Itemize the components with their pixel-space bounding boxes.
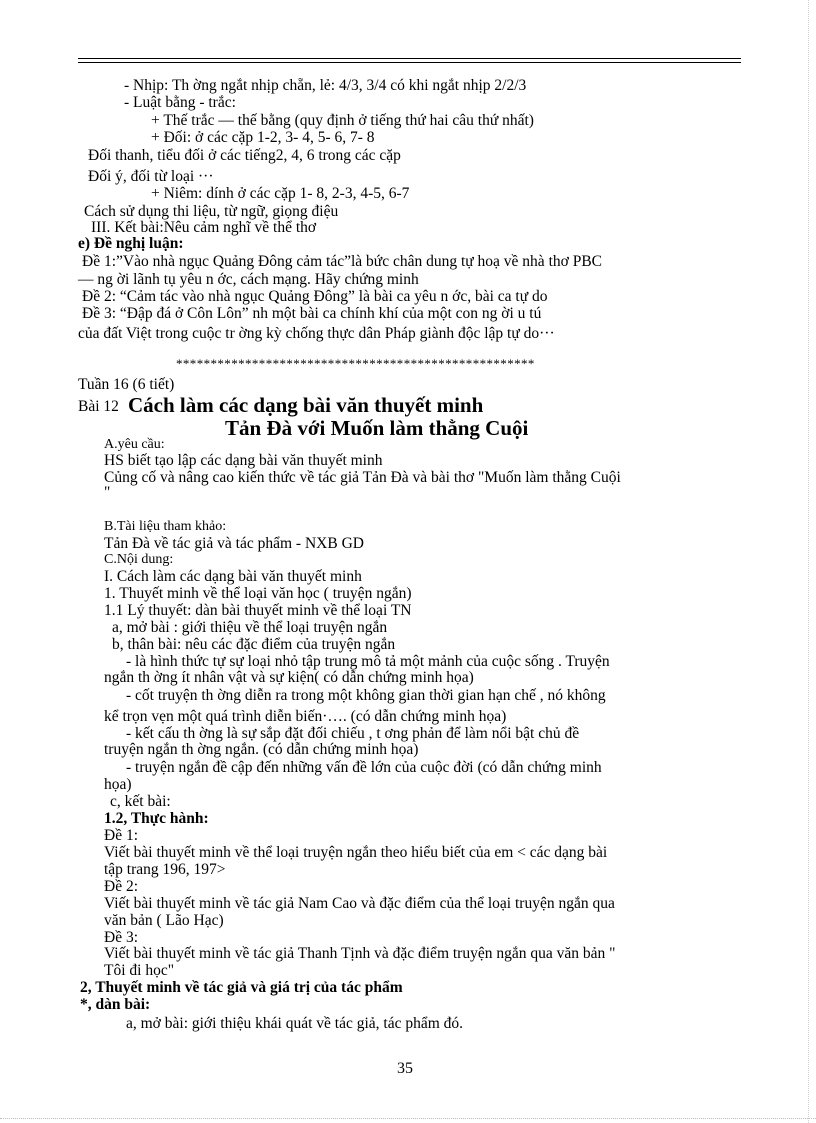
text-line: truyện ngắn th ờng ngắn. (có dẫn chứng minh họa) xyxy=(104,741,419,758)
text-line: văn bản ( Lão Hạc) xyxy=(104,912,224,929)
text-line: B.Tài liệu tham khảo: xyxy=(104,519,227,534)
page-edge-bottom xyxy=(0,1118,816,1119)
text-line: Tản Đà về tác giả và tác phẩm - NXB GD xyxy=(104,535,364,552)
text-line: Đề 3: xyxy=(104,929,139,946)
text-line: - truyện ngắn đề cập đến những vấn đề lớn của cuộc đời (có dẫn chứng minh xyxy=(126,759,602,776)
text-line: của đất Việt trong cuộc tr ờng kỳ chống thực dân Pháp giành độc lập tự do··· xyxy=(78,325,555,342)
lesson-prefix: Bài 12 xyxy=(78,398,119,415)
text-line: Đề 2: “Cảm tác vào nhà ngục Quảng Đông” là bài ca yêu n ớc, bài ca tự do xyxy=(82,288,548,305)
text-line: I. Cách làm các dạng bài văn thuyết minh xyxy=(104,568,362,585)
section-heading: e) Đề nghị luận: xyxy=(78,235,184,252)
text-line: Viết bài thuyết minh về thể loại truyện ngắn theo hiểu biết của em < các dạng bài xyxy=(104,844,608,861)
header-rule-bottom xyxy=(78,62,741,63)
text-line: - Luật bằng - trắc: xyxy=(124,94,236,111)
section-heading: 1.2, Thực hành: xyxy=(104,810,209,827)
header-rule-top xyxy=(78,58,741,59)
text-line: Đề 2: xyxy=(104,878,139,895)
page-edge-right xyxy=(808,0,809,1123)
section-heading: *, dàn bài: xyxy=(80,996,151,1013)
text-line: Đối thanh, tiểu đối ở các tiếng2, 4, 6 trong các cặp xyxy=(88,147,401,164)
text-line: - là hình thức tự sự loại nhỏ tập trung mô tả một mảnh của cuộc sống . Truyện xyxy=(126,653,610,670)
text-line: Đối ý, đối từ loại ··· xyxy=(88,168,214,185)
text-line: Đề 1:”Vào nhà ngục Quảng Đông cảm tác”là bức chân dung tự hoạ về nhà thơ PBC xyxy=(82,253,602,270)
text-line: Viết bài thuyết minh về tác giả Thanh Tịnh và đặc điểm truyện ngắn qua văn bản " xyxy=(104,945,616,962)
text-line: + Niêm: dính ở các cặp 1- 8, 2-3, 4-5, 6-7 xyxy=(151,185,410,202)
week-label: Tuần 16 (6 tiết) xyxy=(78,376,175,393)
text-line: - cốt truyện th ờng diễn ra trong một không gian thời gian hạn chế , nó không xyxy=(126,687,606,704)
text-line: Đề 1: xyxy=(104,827,139,844)
text-line: họa) xyxy=(104,776,132,793)
page-number: 35 xyxy=(397,1060,413,1077)
text-line: tập trang 196, 197> xyxy=(104,861,226,878)
text-line: b, thân bài: nêu các đặc điểm của truyện ngắn xyxy=(112,636,396,653)
section-heading: 2, Thuyết minh về tác giả và giá trị của tác phẩm xyxy=(80,979,403,996)
text-line: HS biết tạo lập các dạng bài văn thuyết minh xyxy=(104,452,383,469)
text-line: + Đối: ở các cặp 1-2, 3- 4, 5- 6, 7- 8 xyxy=(151,129,375,146)
text-line: III. Kết bài:Nêu cảm nghĩ về thể thơ xyxy=(91,219,317,236)
text-line: Đề 3: “Đập đá ở Côn Lôn” nh một bài ca chính khí của một con ng ời u tú xyxy=(82,305,542,322)
text-line: a, mở bài : giới thiệu về thể loại truyện ngắn xyxy=(112,619,388,636)
text-line: " xyxy=(104,484,111,501)
text-line: Cách sử dụng thi liệu, từ ngữ, giọng điệu xyxy=(84,203,339,220)
separator-stars: **************************************************** xyxy=(176,356,535,371)
text-line: a, mở bài: giới thiệu khái quát về tác giả, tác phẩm đó. xyxy=(126,1015,464,1032)
text-line: 1. Thuyết minh về thể loại văn học ( truyện ngắn) xyxy=(104,585,412,602)
lesson-title: Cách làm các dạng bài văn thuyết minh xyxy=(128,393,484,417)
text-line: Củng cố và nâng cao kiến thức về tác giả Tản Đà và bài thơ "Muốn làm thằng Cuội xyxy=(104,469,621,486)
text-line: A.yêu cầu: xyxy=(104,437,165,452)
text-line: + Thế trắc — thế bằng (quy định ở tiếng thứ hai câu thứ nhất) xyxy=(151,112,534,129)
text-line: - kết cấu th ờng là sự sắp đặt đối chiếu , t ơng phản để làm nổi bật chủ đề xyxy=(126,725,580,742)
text-line: Viết bài thuyết minh về tác giả Nam Cao và đặc điểm của thể loại truyện ngắn qua xyxy=(104,895,615,912)
text-line: c, kết bài: xyxy=(110,793,171,810)
text-line: - Nhịp: Th ờng ngắt nhịp chẵn, lẻ: 4/3, 3/4 có khi ngắt nhịp 2/2/3 xyxy=(124,77,527,94)
text-line: ngắn th ờng ít nhân vật và sự kiện( có dẫn chứng minh họa) xyxy=(104,669,474,686)
text-line: Tôi đi học" xyxy=(104,962,175,979)
text-line: kể trọn vẹn một quá trình diễn biến·…. (có dẫn chứng minh họa) xyxy=(104,708,507,725)
text-line: 1.1 Lý thuyết: dàn bài thuyết minh về thể loại TN xyxy=(104,602,412,619)
text-line: C.Nội dung: xyxy=(104,552,174,567)
lesson-subtitle: Tản Đà với Muốn làm thằng Cuội xyxy=(225,416,529,440)
text-line: — ng ời lãnh tụ yêu n ớc, cách mạng. Hãy chứng minh xyxy=(78,271,419,288)
